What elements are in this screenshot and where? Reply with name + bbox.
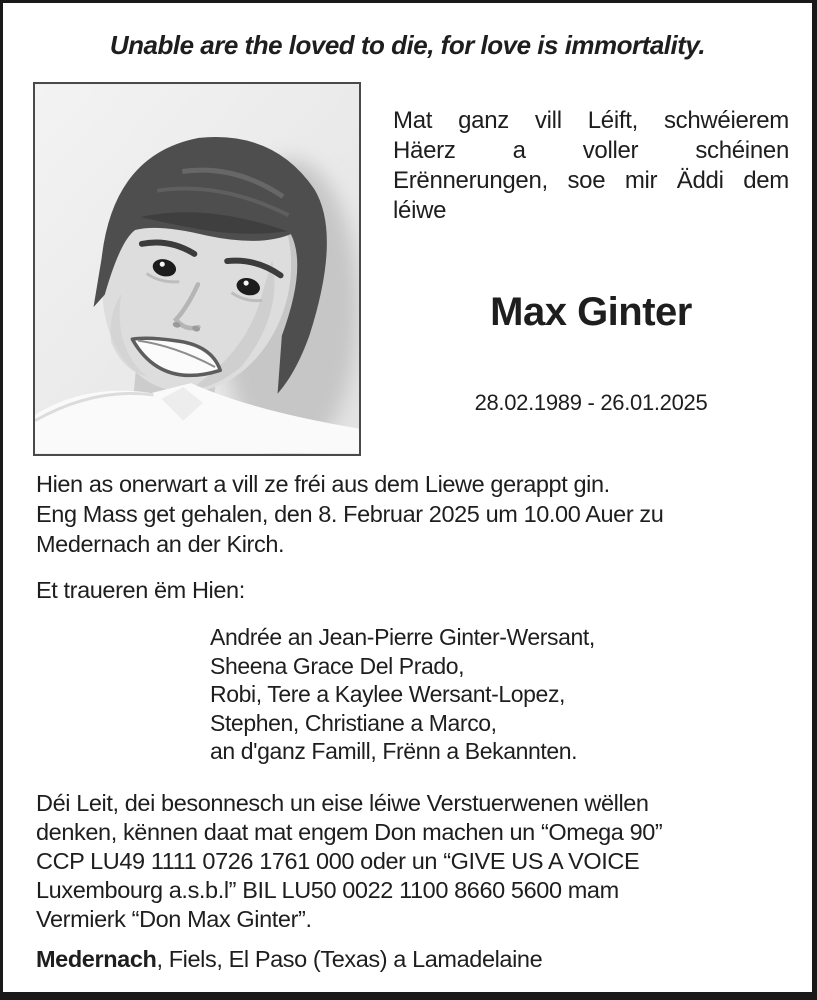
deceased-name: Max Ginter [490,290,692,334]
announcement-line: Medernach an der Kirch. [36,531,285,557]
place-rest: , Fiels, El Paso (Texas) a Lamadelaine [156,946,543,972]
portrait-illustration [35,84,359,454]
donation-paragraph [36,789,782,934]
mourner-line: Andrée an Jean-Pierre Ginter-Wersant, [210,624,595,650]
intro-and-name-column [393,106,789,416]
mourners-list [210,623,782,766]
donation-line: CCP LU49 1111 0726 1761 000 oder un “GIVE US A VOICE [36,848,640,874]
intro-line: Mat ganz vill Léift, schwéierem [393,107,789,134]
place-primary: Medernach [36,946,157,972]
intro-line: Erënnerungen, soe mir Äddi dem [393,167,789,194]
mourner-line: an d'ganz Famill, Frënn a Bekannten. [210,738,578,764]
mourner-line: Stephen, Christiane a Marco, [210,709,497,736]
places-line [36,944,782,974]
portrait-photo [33,82,361,456]
mourner-line: Robi, Tere a Kaylee Wersant-Lopez, [210,681,566,707]
intro-line: Häerz a voller schéinen [393,137,789,164]
announcement-line: Hien as onerwart a vill ze fréi aus dem Liewe gerappt gin. [36,471,610,497]
donation-line: Déi Leit, dei besonnesch un eise léiwe Verstuerwenen wëllen [36,790,649,816]
mourning-intro: Et traueren ëm Hien: [36,577,245,603]
mourner-line: Sheena Grace Del Prado, [210,652,465,679]
donation-line: Luxembourg a.s.b.l” BIL LU50 0022 1100 8660 5600 mam [36,877,619,903]
deceased-dates: 28.02.1989 - 26.01.2025 [474,390,708,415]
epigraph-quote: Unable are the loved to die, for love is immortality. [109,30,706,60]
funeral-announcement [36,469,782,559]
donation-line: denken, kënnen daat mat engem Don machen un “Omega 90” [36,819,663,845]
announcement-line: Eng Mass get gehalen, den 8. Februar 2025 um 10.00 Auer zu [36,501,664,527]
donation-line: Vermierk “Don Max Ginter”. [36,906,312,932]
intro-line: léiwe [393,197,447,224]
